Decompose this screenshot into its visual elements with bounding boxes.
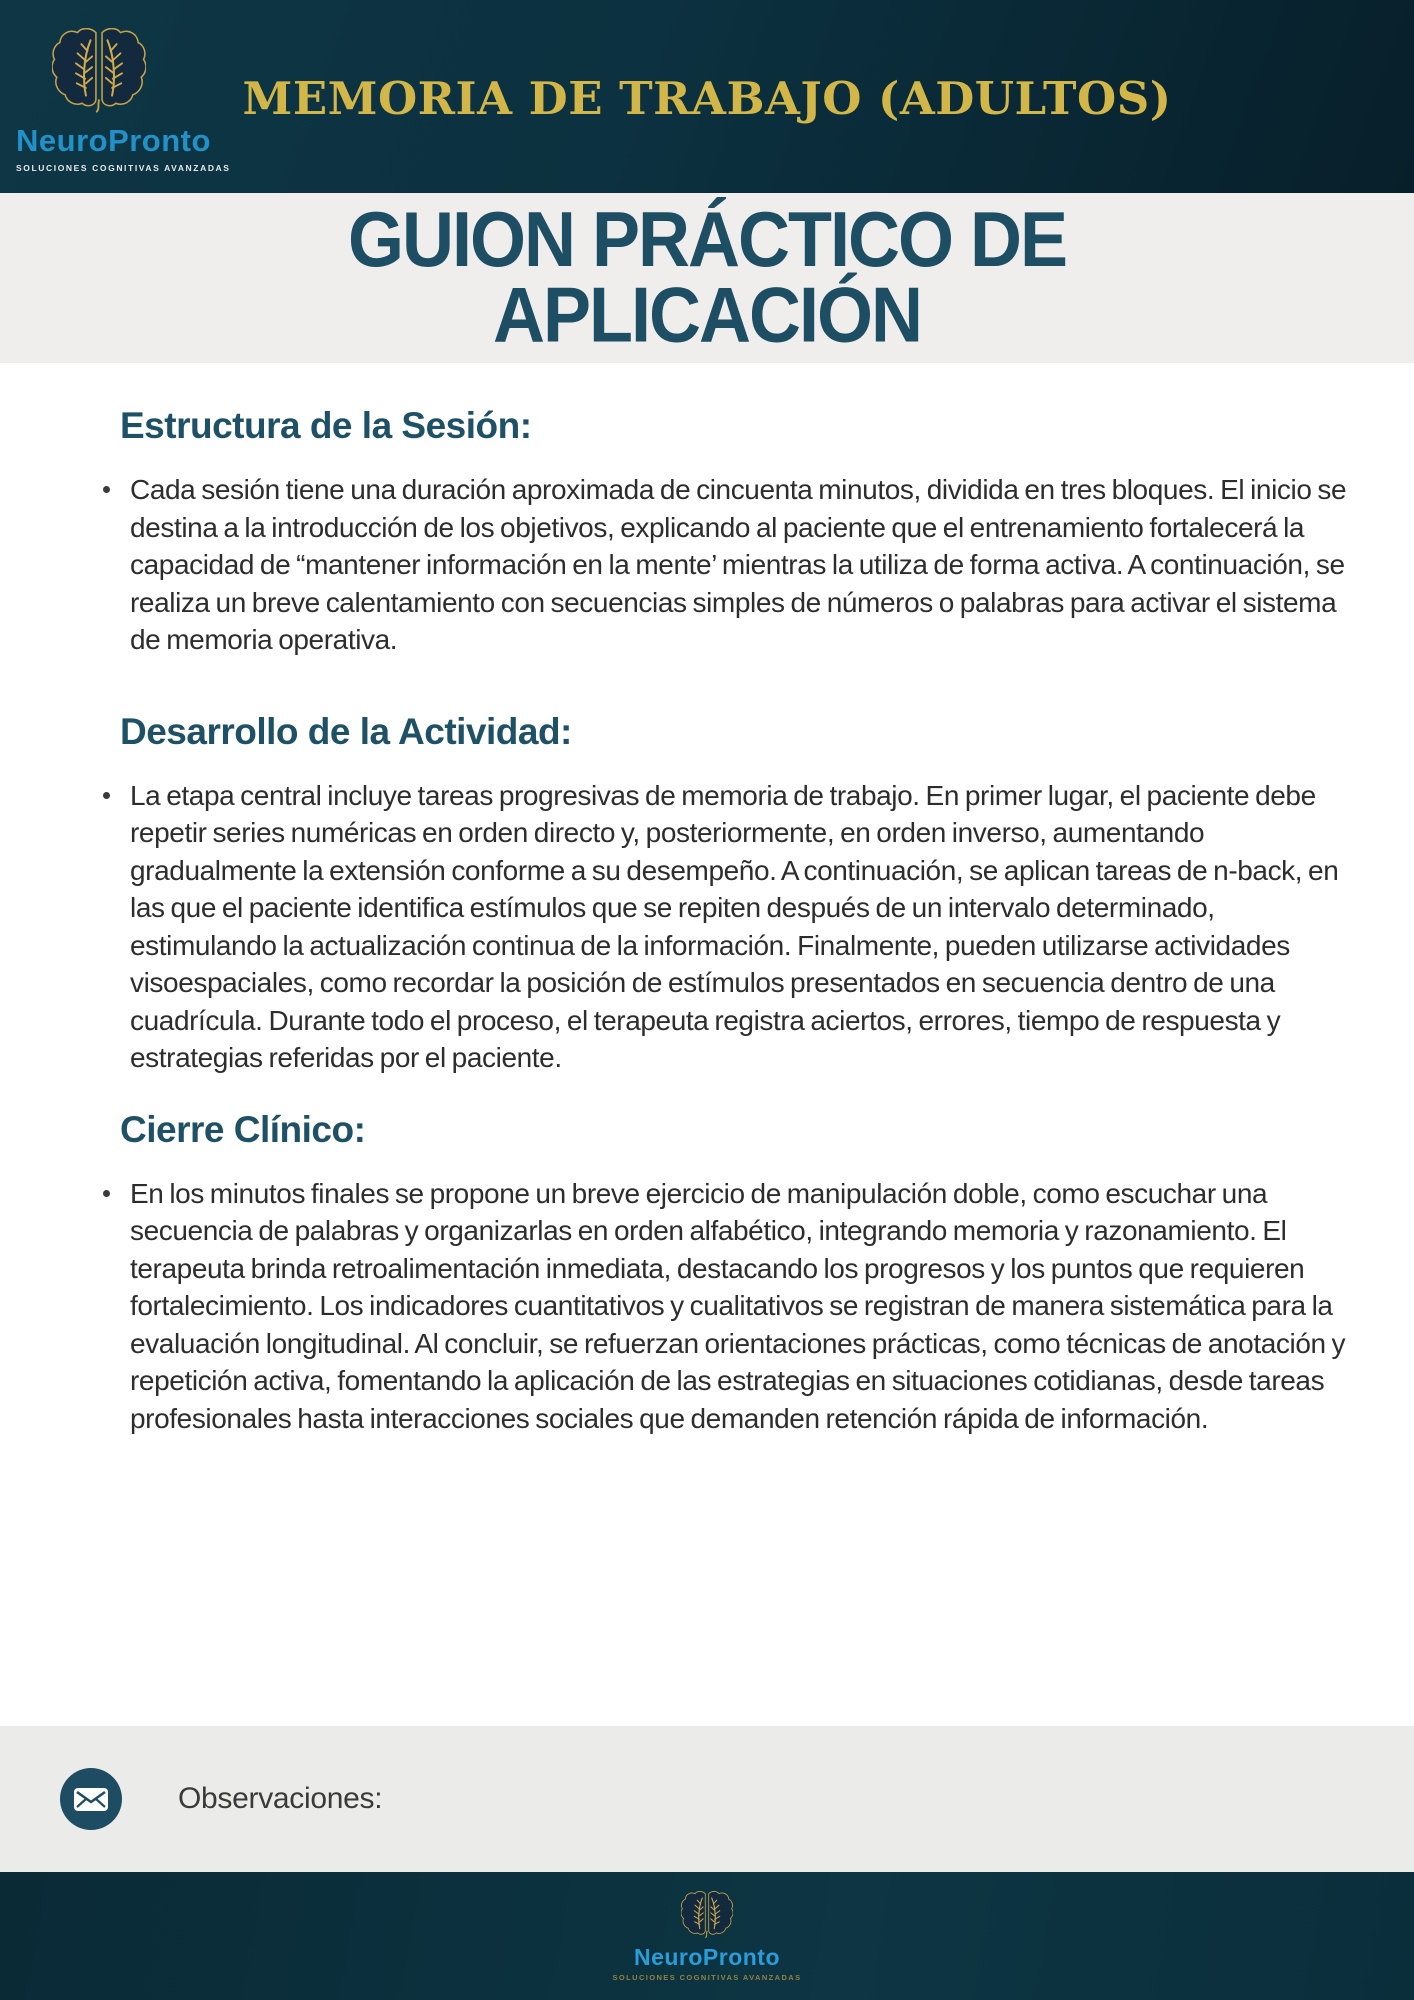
footer-brand-name: NeuroPronto [633, 1943, 781, 1970]
page-footer [0, 1872, 1414, 2000]
bullet-paragraph: En los minutos finales se propone un breve ejercicio de manipulación doble, como escuchar una secuencia de palabras y organizarlas en orden alfabético, integrando memoria y razonamiento. El terapeuta brinda retroalimentación inmediata, destacando los progresos y los puntos que requieren fortalecimiento. Los indicadores cuantitativos y cualitativos se registran de manera sistemática para la evaluación longitudinal. Al concluir, se refuerzan orientaciones prácticas, como técnicas de anotación y repetición activa, fomentando la aplicación de las estrategias en situaciones cotidianas, desde tareas profesionales hasta interacciones sociales que demanden retención rápida de información. [95, 1175, 1354, 1438]
section-list [95, 471, 1354, 659]
section-heading-desarrollo: Desarrollo de la Actividad: [120, 710, 572, 752]
brain-logo-icon [681, 1891, 733, 1944]
section-heading-cierre: Cierre Clínico: [120, 1108, 366, 1150]
brand-tagline: SOLUCIONES COGNITIVAS AVANZADAS [16, 163, 231, 173]
document-title: MEMORIA DE TRABAJO (ADULTOS) [242, 72, 1172, 125]
bullet-paragraph: Cada sesión tiene una duración aproximada de cincuenta minutos, dividida en tres bloques. El inicio se destina a la introducción de los objetivos, explicando al paciente que el entrenamiento fortalecerá la capacidad de “mantener información en la mente’ mientras la utiliza de forma activa. A continuación, se realiza un breve calentamiento con secuencias simples de números o palabras para activar el sistema de memoria operativa. [95, 471, 1354, 659]
brand-name: NeuroPronto [16, 123, 211, 158]
observations-label: Observaciones: [178, 1782, 383, 1815]
main-content [0, 363, 1414, 1726]
section-list [95, 1175, 1354, 1438]
section-list [95, 777, 1354, 1077]
bullet-paragraph: La etapa central incluye tareas progresivas de memoria de trabajo. En primer lugar, el paciente debe repetir series numéricas en orden directo y, posteriormente, en orden inverso, aumentando gradualmente la extensión conforme a su desempeño. A continuación, se aplican tareas de n-back, en las que el paciente identifica estímulos que se repiten después de un intervalo determinado, estimulando la actualización continua de la información. Finalmente, pueden utilizarse actividades visoespaciales, como recordar la posición de estímulos presentados en secuencia dentro de una cuadrícula. Durante todo el proceso, el terapeuta registra aciertos, errores, tiempo de respuesta y estrategias referidas por el paciente. [95, 777, 1354, 1077]
hero-title: GUION PRÁCTICO DE APLICACIÓN [347, 197, 1067, 359]
footer-brand-tagline: SOLUCIONES COGNITIVAS AVANZADAS [612, 1972, 802, 1982]
hero-band [0, 193, 1414, 363]
observations-band [0, 1726, 1414, 1872]
envelope-icon [60, 1768, 122, 1830]
section-heading-estructura: Estructura de la Sesión: [120, 405, 532, 446]
page-header [0, 0, 1414, 193]
